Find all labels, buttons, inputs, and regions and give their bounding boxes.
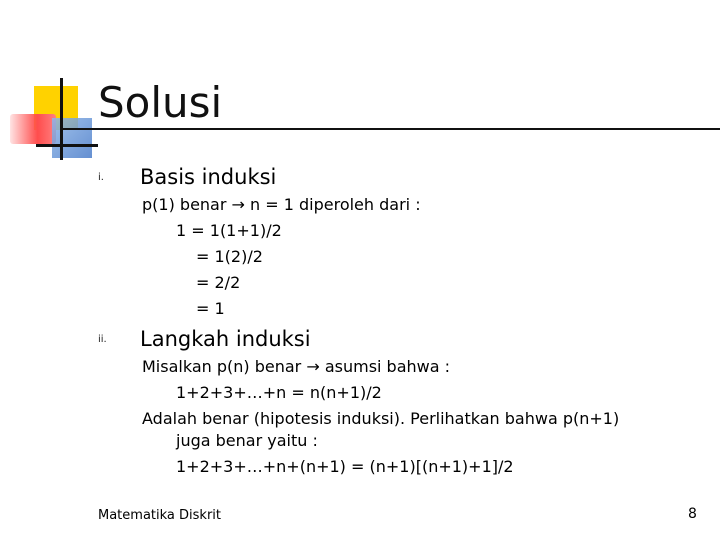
section-marker: i. [98, 172, 104, 183]
slide-title: Solusi [98, 78, 223, 127]
logo-horizontal-line [36, 144, 98, 147]
section-line: = 1(2)/2 [196, 247, 263, 266]
section-line: Adalah benar (hipotesis induksi). Perlihatkan bahwa p(n+1) [142, 409, 620, 428]
title-divider [60, 128, 720, 130]
section-line: = 2/2 [196, 273, 241, 292]
logo-blue-square [52, 118, 92, 158]
logo-red-square [10, 114, 56, 144]
section-heading: Basis induksi [140, 165, 277, 189]
section-line: p(1) benar → n = 1 diperoleh dari : [142, 195, 421, 214]
logo-vertical-line [60, 78, 63, 160]
page-number: 8 [688, 506, 697, 522]
section-heading: Langkah induksi [140, 327, 311, 351]
section-line: 1+2+3+…+n = n(n+1)/2 [176, 383, 382, 402]
slide-footer: Matematika Diskrit [98, 508, 221, 523]
section-line: 1+2+3+…+n+(n+1) = (n+1)[(n+1)+1]/2 [176, 457, 514, 476]
section-line: juga benar yaitu : [176, 431, 318, 450]
section-line: Misalkan p(n) benar → asumsi bahwa : [142, 357, 451, 376]
section-marker: ii. [98, 334, 107, 345]
section-line: 1 = 1(1+1)/2 [176, 221, 282, 240]
section-line: = 1 [196, 299, 225, 318]
